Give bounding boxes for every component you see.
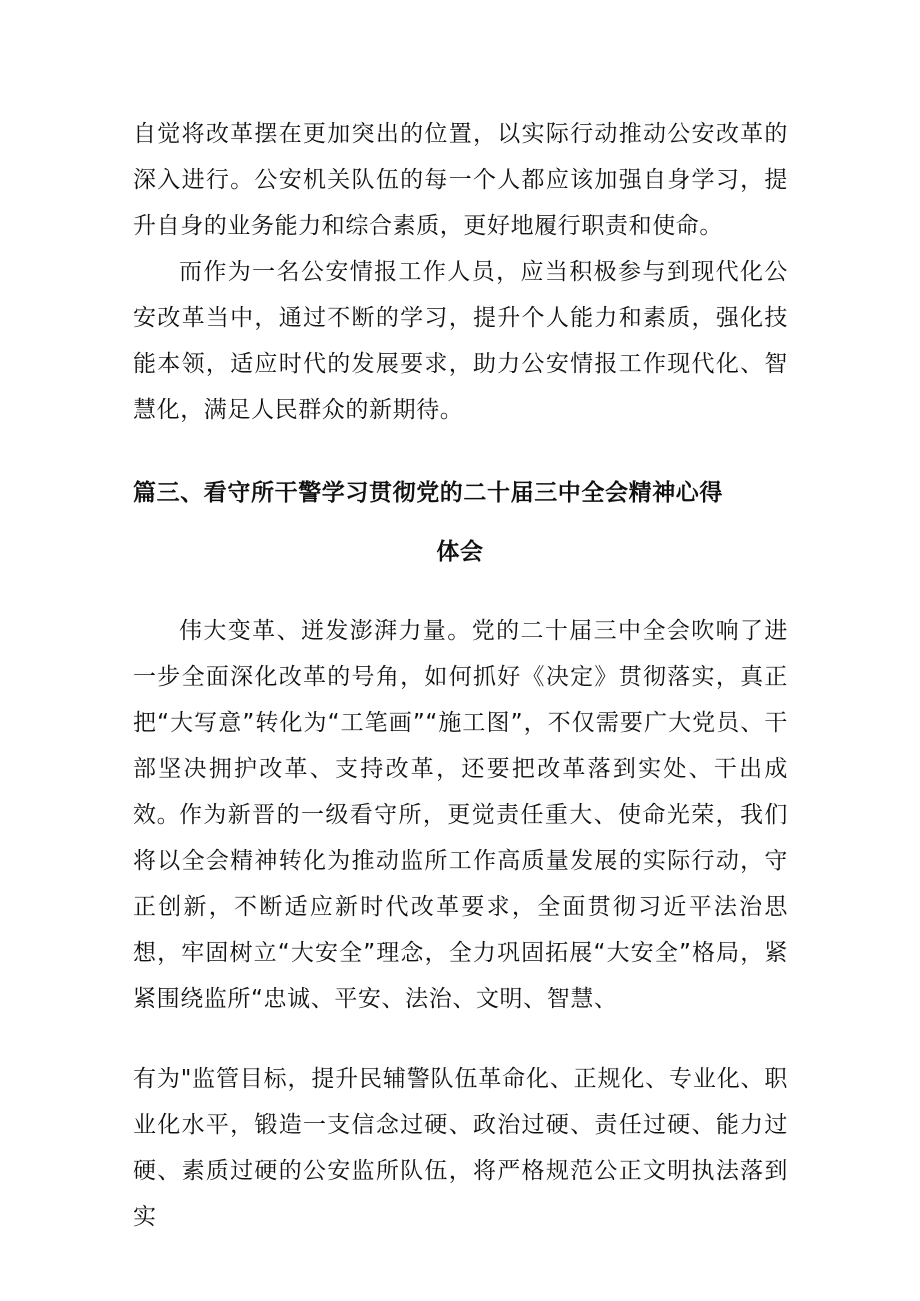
- paragraph-continuation: 自觉将改革摆在更加突出的位置，以实际行动推动公安改革的深入进行。公安机关队伍的每一个人都应该加强自身学习，提升自身的业务能力和综合素质，更好地履行职责和使命。: [133, 121, 788, 239]
- section-heading: 篇三、看守所干警学习贯彻党的二十届三中全会精神心得: [133, 480, 723, 506]
- paragraph-supervision-goals: 有为"监管目标，提升民辅警队伍革命化、正规化、专业化、职业化水平，锻造一支信念过硬、政治过硬、责任过硬、能力过硬、素质过硬的公安监所队伍，将严格规范公正文明执法落到实: [133, 1066, 788, 1230]
- paragraph-detention-center: 作为新晋的一级看守所，更觉责任重大、使命光荣，我们将以全会精神转化为推动监所工作高质量发展的实际行动，守正创新，不断适应新时代改革要求，全面贯彻习近平法治思想，牢固树立“大安全”理念，全力巩固拓展“大安全”格局，紧紧围绕监所“忠诚、平安、法治、文明、智慧、: [133, 802, 788, 1012]
- paragraph-intelligence-work: 而作为一名公安情报工作人员，应当积极参与到现代化公安改革当中，通过不断的学习，提升个人能力和素质，强化技能本领，适应时代的发展要求，助力公安情报工作现代化、智慧化，满足人民群众的新期待。: [133, 259, 788, 423]
- paragraph-reform-call: 伟大变革、迸发澎湃力量。党的二十届三中全会吹响了进一步全面深化改革的号角，如何抓好《决定》贯彻落实，真正把“大写意”转化为“工笔画”“施工图”，不仅需要广大党员、干部坚决拥护改革、支持改革，还要把改革落到实处、干出成效。: [133, 618, 788, 828]
- section-heading-continuation: 体会: [436, 539, 484, 565]
